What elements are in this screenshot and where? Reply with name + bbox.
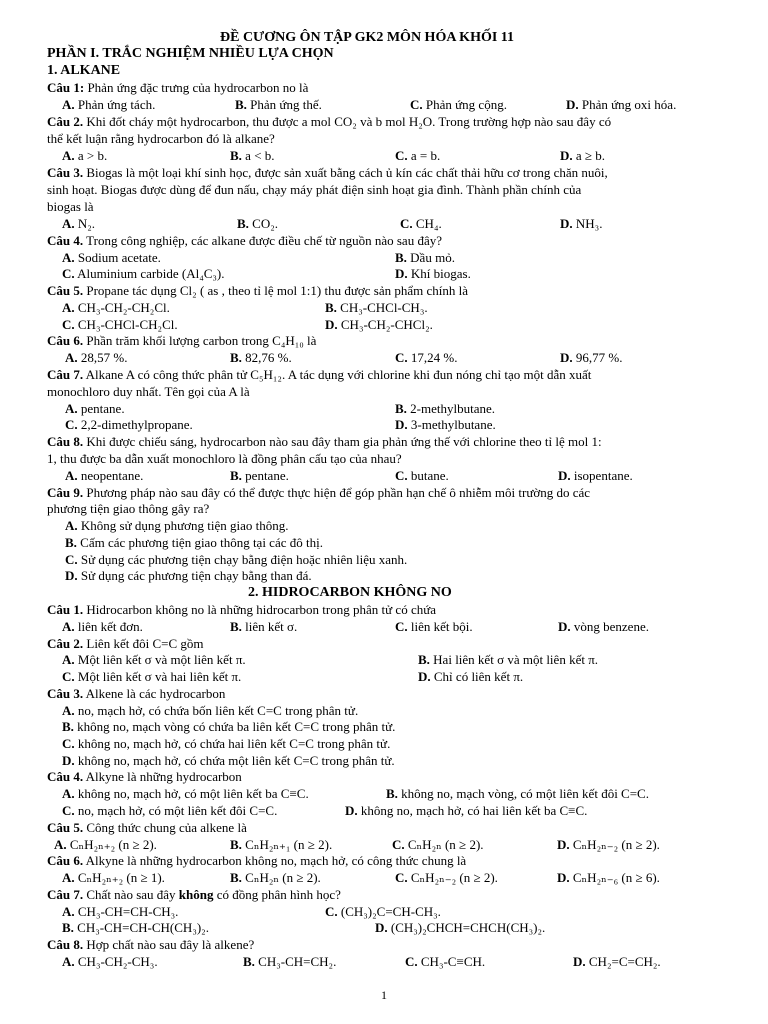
answer-option: B. pentane.	[230, 468, 289, 483]
answer-option: D. a ≥ b.	[560, 148, 606, 163]
question-text: Câu 1. Hidrocarbon không no là những hidrocarbon trong phân tử có chứa	[47, 602, 437, 617]
answer-option: B. liên kết σ.	[230, 619, 298, 634]
question-text: Câu 6. Phần trăm khối lượng carbon trong C₄H₁₀ là	[47, 333, 317, 348]
answer-option: D. không no, mạch hở, có chứa một liên kết C=C trong phân tử.	[62, 753, 395, 768]
answer-option: D. (CH₃)₂CHCH=CHCH(CH₃)₂.	[375, 920, 546, 935]
answer-option: D. 96,77 %.	[560, 350, 623, 365]
answer-option: D. vòng benzene.	[558, 619, 649, 634]
question-text: Câu 9. Phương pháp nào sau đây có thể được thực hiện để góp phần hạn chế ô nhiễm môi trường do các	[47, 485, 591, 500]
answer-option: D. isopentane.	[558, 468, 633, 483]
answer-option: A. CH₃-CH₂-CH₂Cl.	[62, 300, 170, 315]
answer-option: B. CₙH₂ₙ (n ≥ 2).	[230, 870, 321, 885]
answer-option: C. Phản ứng cộng.	[410, 97, 507, 112]
answer-option: C. liên kết bội.	[395, 619, 473, 634]
answer-option: C. (CH₃)₂C=CH-CH₃.	[325, 904, 441, 919]
question-text: Câu 1: Phản ứng đặc trưng của hydrocarbon no là	[47, 80, 309, 95]
answer-option: D. Sử dụng các phương tiện chạy bằng than đá.	[65, 568, 312, 583]
question-text: 1, thu được ba dẫn xuất monochloro là đồng phân cấu tạo của nhau?	[47, 451, 402, 466]
answer-option: C. 17,24 %.	[395, 350, 458, 365]
question-text: Câu 3. Biogas là một loại khí sinh học, được sản xuất bằng cách ủ kín các chất thải hữu cơ trong chăn nuôi,	[47, 165, 608, 180]
document-title: ĐỀ CƯƠNG ÔN TẬP GK2 MÔN HÓA KHỐI 11	[220, 30, 515, 45]
question-text: Câu 3. Alkene là các hydrocarbon	[47, 686, 226, 701]
answer-option: C. Aluminium carbide (Al₄C₃).	[62, 266, 225, 281]
question-text: Câu 4. Alkyne là những hydrocarbon	[47, 769, 242, 784]
answer-option: A. neopentane.	[65, 468, 144, 483]
answer-option: A. CH₃-CH₂-CH₃.	[62, 954, 158, 969]
answer-option: D. không no, mạch hở, có hai liên kết ba C≡C.	[345, 803, 588, 818]
answer-option: A. Một liên kết σ và một liên kết π.	[62, 652, 246, 667]
section-heading-unsaturated: 2. HIDROCARBON KHÔNG NO	[248, 585, 452, 600]
answer-option: C. a = b.	[395, 148, 441, 163]
answer-option: A. Không sử dụng phương tiện giao thông.	[65, 518, 289, 533]
answer-option: D. Khí biogas.	[395, 266, 471, 281]
answer-option: B. CO₂.	[237, 216, 279, 231]
answer-option: A. a > b.	[62, 148, 108, 163]
answer-option: A. Sodium acetate.	[62, 250, 161, 265]
question-text: Câu 8. Khi được chiếu sáng, hydrocarbon nào sau đây tham gia phản ứng thế với chlorine theo tỉ lệ mol 1:	[47, 434, 602, 449]
answer-option: D. CₙH₂ₙ₋₂ (n ≥ 2).	[557, 837, 660, 852]
answer-option: A. không no, mạch hở, có một liên kết ba C≡C.	[62, 786, 309, 801]
answer-option: D. CₙH₂ₙ₋₆ (n ≥ 6).	[557, 870, 660, 885]
answer-option: C. CH₃-C≡CH.	[405, 954, 486, 969]
answer-option: B. 2-methylbutane.	[395, 401, 496, 416]
answer-option: C. no, mạch hở, có một liên kết đôi C=C.	[62, 803, 278, 818]
answer-option: D. NH₃.	[560, 216, 603, 231]
answer-option: C. CₙH₂ₙ (n ≥ 2).	[392, 837, 484, 852]
question-text: Câu 6. Alkyne là những hydrocarbon không no, mạch hở, có công thức chung là	[47, 853, 467, 868]
answer-option: C. Một liên kết σ và hai liên kết π.	[62, 669, 242, 684]
answer-option: D. Chỉ có liên kết π.	[418, 669, 524, 684]
answer-option: A. pentane.	[65, 401, 125, 416]
question-text: monochloro duy nhất. Tên gọi của A là	[47, 384, 250, 399]
question-text: Câu 7. Alkane A có công thức phân tử C₅H₁₂. A tác dụng với chlorine khi đun nóng chỉ tạo một dẫn xuất	[47, 367, 592, 382]
answer-option: A. liên kết đơn.	[62, 619, 143, 634]
answer-option: C. 2,2-dimethylpropane.	[65, 417, 193, 432]
answer-option: A. no, mạch hở, có chứa bốn liên kết C=C trong phân tử.	[62, 703, 359, 718]
answer-option: D. CH₃-CH₂-CHCl₂.	[325, 317, 433, 332]
answer-option: B. Phản ứng thế.	[235, 97, 322, 112]
part-heading: PHẦN I. TRẮC NGHIỆM NHIỀU LỰA CHỌN	[47, 46, 334, 61]
answer-option: D. 3-methylbutane.	[395, 417, 496, 432]
question-text: Câu 2. Liên kết đôi C=C gồm	[47, 636, 204, 651]
answer-option: C. CH₃-CHCl-CH₂Cl.	[62, 317, 178, 332]
answer-option: B. Hai liên kết σ và một liên kết π.	[418, 652, 599, 667]
answer-option: C. Sử dụng các phương tiện chạy bằng điện hoặc nhiên liệu xanh.	[65, 552, 408, 567]
question-text: Câu 5. Propane tác dụng Cl₂ ( as , theo tỉ lệ mol 1:1) thu được sản phẩm chính là	[47, 283, 469, 298]
answer-option: B. Dầu mỏ.	[395, 250, 455, 265]
answer-option: A. N₂.	[62, 216, 96, 231]
answer-option: A. CₙH₂ₙ₊₂ (n ≥ 2).	[54, 837, 157, 852]
answer-option: C. CH₄.	[400, 216, 442, 231]
answer-option: B. Cấm các phương tiện giao thông tại các đô thị.	[65, 535, 323, 550]
page-number: 1	[381, 988, 387, 1002]
answer-option: B. 82,76 %.	[230, 350, 292, 365]
answer-option: C. butane.	[395, 468, 449, 483]
answer-option: B. không no, mạch vòng, có một liên kết đôi C=C.	[386, 786, 649, 801]
answer-option: D. Phản ứng oxi hóa.	[566, 97, 677, 112]
question-text: Câu 7. Chất nào sau đây không có đồng phân hình học?	[47, 887, 341, 902]
answer-option: B. CH₃-CHCl-CH₃.	[325, 300, 428, 315]
question-text: Câu 5. Công thức chung của alkene là	[47, 820, 247, 835]
question-text: thể kết luận rằng hydrocarbon đó là alkane?	[47, 131, 275, 146]
answer-option: A. CₙH₂ₙ₊₂ (n ≥ 1).	[62, 870, 165, 885]
question-text: phương tiện giao thông gây ra?	[47, 501, 210, 516]
answer-option: A. 28,57 %.	[65, 350, 128, 365]
answer-option: B. CH₃-CH=CH₂.	[243, 954, 337, 969]
section-heading-alkane: 1. ALKANE	[47, 63, 121, 78]
answer-option: B. CₙH₂ₙ₊₁ (n ≥ 2).	[230, 837, 333, 852]
question-text: Câu 8. Hợp chất nào sau đây là alkene?	[47, 937, 255, 952]
answer-option: A. Phản ứng tách.	[62, 97, 156, 112]
answer-option: B. không no, mạch vòng có chứa ba liên kết C=C trong phân tử.	[62, 719, 396, 734]
answer-option: C. không no, mạch hở, có chứa hai liên kết C=C trong phân tử.	[62, 736, 391, 751]
question-text: sinh hoạt. Biogas được dùng để đun nấu, chạy máy phát điện sinh hoạt gia đình. Thành phần chính của	[47, 182, 582, 197]
question-text: biogas là	[47, 199, 94, 214]
question-text: Câu 4. Trong công nghiệp, các alkane được điều chế từ nguồn nào sau đây?	[47, 233, 442, 248]
answer-option: B. CH₃-CH=CH-CH(CH₃)₂.	[62, 920, 209, 935]
answer-option: D. CH₂=C=CH₂.	[573, 954, 661, 969]
answer-option: B. a < b.	[230, 148, 275, 163]
answer-option: A. CH₃-CH=CH-CH₃.	[62, 904, 179, 919]
question-text: Câu 2. Khi đốt cháy một hydrocarbon, thu được a mol CO₂ và b mol H₂O. Trong trường hợp nào sau đây có	[47, 114, 612, 129]
answer-option: C. CₙH₂ₙ₋₂ (n ≥ 2).	[395, 870, 498, 885]
